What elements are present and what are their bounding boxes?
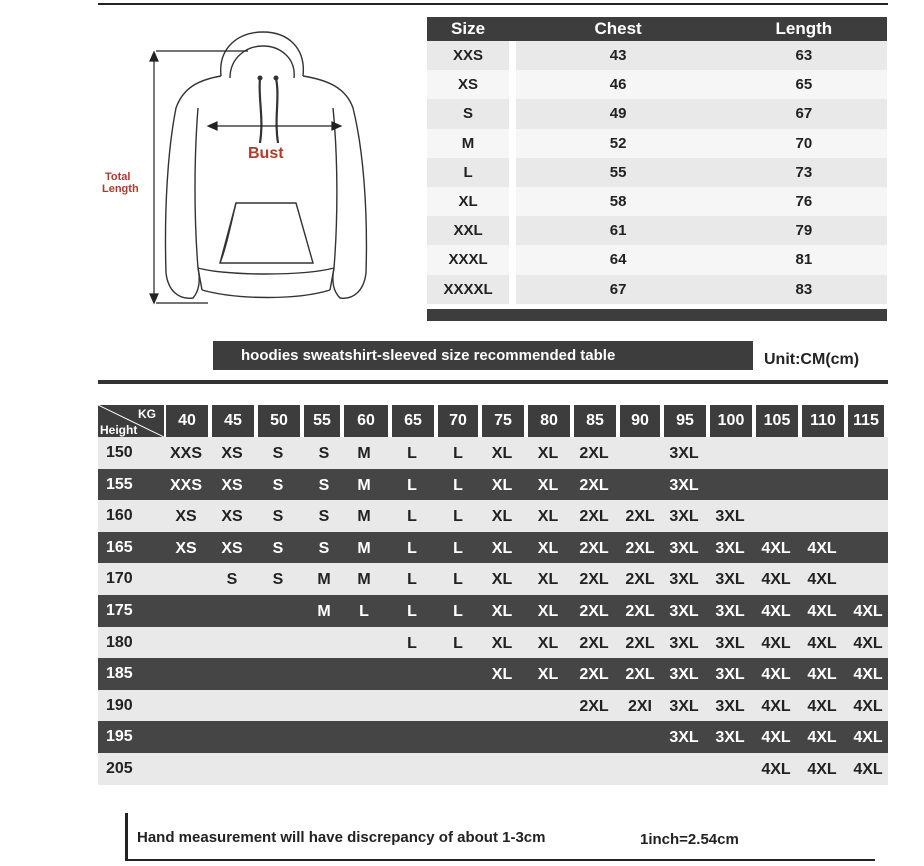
height-row — [98, 627, 888, 659]
size-recommend-cell: 2XL — [579, 508, 609, 526]
size-recommend-cell: 3XL — [669, 666, 699, 684]
size-recommend-cell: 4XL — [853, 666, 883, 684]
weight-header-cell: 50 — [258, 405, 300, 437]
note-bottom-rule — [125, 859, 875, 861]
size-recommend-cell: XL — [537, 634, 559, 652]
size-recommend-cell: XL — [491, 666, 513, 684]
size-chart-row — [427, 245, 887, 274]
height-row — [98, 595, 888, 627]
size-recommend-cell: 4XL — [761, 539, 791, 557]
height-cell: 165 — [106, 538, 133, 556]
weight-header-cell: 70 — [438, 405, 478, 437]
size-recommend-cell: S — [226, 571, 238, 589]
size-recommend-cell: 3XL — [669, 729, 699, 747]
size-recommend-cell: 2XL — [625, 666, 655, 684]
height-cell: 205 — [106, 759, 133, 777]
height-row — [98, 437, 888, 469]
height-cell: 150 — [106, 444, 133, 461]
size-recommend-cell: L — [453, 571, 463, 589]
size-recommend-cell: 4XL — [853, 602, 883, 620]
size-recommend-cell: 2XL — [625, 539, 655, 557]
size-recommend-cell: S — [318, 476, 330, 494]
size-recommend-cell: 4XL — [807, 571, 837, 589]
size-recommend-cell: L — [407, 571, 417, 589]
size-recommend-cell: 4XL — [853, 760, 883, 778]
height-cell: 175 — [106, 601, 133, 619]
size-recommend-cell: L — [453, 476, 463, 494]
length-cell: 65 — [721, 70, 887, 99]
size-recommend-cell: L — [407, 508, 417, 526]
size-recommend-cell: XL — [491, 602, 513, 620]
size-recommend-cell: XL — [537, 476, 559, 494]
size-recommend-cell: 4XL — [761, 760, 791, 778]
size-cell: L — [427, 158, 509, 187]
size-cell: XS — [427, 70, 509, 99]
size-chart-row — [427, 275, 887, 304]
size-recommend-cell: L — [453, 602, 463, 620]
size-recommend-cell: S — [318, 539, 330, 557]
chest-cell: 67 — [516, 275, 721, 304]
weight-header-cell: 60 — [344, 405, 388, 437]
size-recommend-cell: 3XL — [715, 539, 745, 557]
weight-header-cell: 80 — [528, 405, 570, 437]
size-recommend-cell: 3XL — [715, 697, 745, 715]
height-row — [98, 469, 888, 501]
height-cell: 185 — [106, 665, 133, 683]
size-recommend-cell: 3XL — [715, 729, 745, 747]
size-recommend-cell: 4XL — [853, 634, 883, 652]
size-chart-row — [427, 216, 887, 245]
size-chart-row — [427, 99, 887, 128]
size-cell: M — [427, 129, 509, 158]
chest-cell: 64 — [516, 245, 721, 274]
size-recommend-cell: 3XL — [669, 539, 699, 557]
size-chart-row — [427, 41, 887, 70]
height-row — [98, 721, 888, 753]
discrepancy-note: Hand measurement will have discrepancy of about 1-3cm — [137, 829, 546, 846]
chest-cell: 46 — [516, 70, 721, 99]
size-recommend-cell: 4XL — [807, 539, 837, 557]
chest-cell: 55 — [516, 158, 721, 187]
unit-label: Unit:CM(cm) — [764, 351, 860, 368]
size-recommend-cell: L — [453, 634, 463, 652]
size-recommend-cell: 2XL — [625, 571, 655, 589]
size-recommend-cell: L — [407, 476, 417, 494]
weight-header-cell: 115 — [848, 405, 884, 437]
weight-header-cell: 110 — [802, 405, 844, 437]
header-size: Size — [427, 17, 509, 41]
size-recommend-cell: M — [317, 602, 331, 620]
top-rule — [98, 3, 888, 5]
size-recommend-cell: 4XL — [761, 729, 791, 747]
length-cell: 73 — [721, 158, 887, 187]
bust-label: Bust — [248, 145, 284, 162]
size-recommend-cell: 2XL — [579, 476, 609, 494]
recommend-table-banner: hoodies sweatshirt-sleeved size recommended table — [213, 341, 753, 370]
chest-cell: 43 — [516, 41, 721, 70]
size-recommend-cell: 2XI — [627, 697, 652, 715]
chest-cell: 52 — [516, 129, 721, 158]
weight-header-row — [98, 405, 888, 437]
corner-weight-label: KG — [138, 407, 156, 421]
height-row — [98, 500, 888, 532]
size-recommend-cell: 3XL — [715, 508, 745, 526]
size-recommend-cell: 4XL — [807, 634, 837, 652]
size-recommend-cell: 2XL — [579, 445, 609, 462]
size-recommend-cell: 2XL — [625, 508, 655, 526]
size-recommend-cell: XXS — [169, 445, 202, 462]
chest-cell: 49 — [516, 99, 721, 128]
size-recommend-cell: L — [407, 602, 417, 620]
size-recommend-cell: 4XL — [807, 666, 837, 684]
size-recommend-cell: XL — [537, 666, 559, 684]
size-recommend-cell: S — [318, 445, 330, 462]
size-recommend-cell: L — [453, 539, 463, 557]
note-left-rule — [125, 813, 128, 861]
size-recommend-cell: 3XL — [669, 571, 699, 589]
chest-cell: 58 — [516, 187, 721, 216]
size-recommend-cell: S — [272, 445, 284, 462]
height-cell: 190 — [106, 696, 133, 714]
size-recommend-cell: 4XL — [761, 666, 791, 684]
height-cell: 155 — [106, 475, 133, 493]
weight-header-cell: 65 — [392, 405, 434, 437]
weight-header-cell: 55 — [304, 405, 340, 437]
size-recommend-cell: 2XL — [625, 634, 655, 652]
size-recommend-cell: XL — [491, 634, 513, 652]
size-recommend-cell: XS — [221, 476, 243, 494]
height-cell: 180 — [106, 633, 133, 651]
length-cell: 79 — [721, 216, 887, 245]
height-cell: 160 — [106, 507, 133, 525]
size-recommend-cell: 4XL — [761, 571, 791, 589]
weight-header-cell: 100 — [710, 405, 752, 437]
size-cell: XXXXL — [427, 275, 509, 304]
length-cell: 83 — [721, 275, 887, 304]
corner-height-label: Height — [100, 423, 138, 437]
size-recommend-cell: XS — [221, 445, 243, 462]
size-recommend-cell: 4XL — [807, 760, 837, 778]
size-chart-row — [427, 129, 887, 158]
height-row — [98, 658, 888, 690]
size-recommend-cell: XS — [221, 539, 243, 557]
size-recommend-cell: XS — [175, 508, 197, 526]
weight-header-cell: 95 — [664, 405, 706, 437]
corner-cell — [98, 405, 164, 437]
weight-header-cell: 90 — [620, 405, 660, 437]
size-recommend-cell: L — [407, 539, 417, 557]
size-recommend-cell: S — [272, 571, 284, 589]
size-recommend-cell: M — [317, 571, 331, 589]
size-recommend-cell: L — [453, 445, 463, 462]
length-cell: 76 — [721, 187, 887, 216]
size-recommend-cell: L — [407, 445, 417, 462]
size-recommend-cell: XL — [491, 571, 513, 589]
length-cell: 67 — [721, 99, 887, 128]
size-recommend-cell: S — [318, 508, 330, 526]
size-recommend-cell: L — [453, 508, 463, 526]
size-recommend-cell: 2XL — [579, 602, 609, 620]
hoodie-diagram — [98, 28, 408, 318]
size-recommend-cell: L — [407, 634, 417, 652]
size-recommend-cell: XL — [537, 602, 559, 620]
size-recommend-cell: 2XL — [579, 697, 609, 715]
size-chart-table — [427, 17, 887, 304]
size-recommend-cell: 4XL — [853, 729, 883, 747]
header-chest: Chest — [516, 17, 721, 41]
height-row — [98, 753, 888, 785]
total-length-label-top: Total — [105, 171, 131, 183]
height-row — [98, 532, 888, 564]
size-recommend-cell: L — [359, 602, 369, 620]
length-cell: 63 — [721, 41, 887, 70]
size-chart-footer-bar — [427, 309, 887, 321]
size-recommend-cell: 2XL — [625, 602, 655, 620]
size-recommend-cell: 4XL — [807, 729, 837, 747]
height-row — [98, 690, 888, 722]
size-recommend-cell: XS — [221, 508, 243, 526]
size-recommend-cell: XXS — [169, 476, 202, 494]
length-cell: 70 — [721, 129, 887, 158]
size-recommend-cell: XS — [175, 539, 197, 557]
size-cell: XXS — [427, 41, 509, 70]
section-divider — [98, 380, 888, 384]
size-cell: S — [427, 99, 509, 128]
height-cell: 195 — [106, 728, 133, 746]
size-recommend-cell: XL — [491, 445, 513, 462]
size-recommend-cell: 3XL — [669, 445, 699, 462]
size-recommend-grid — [98, 405, 888, 785]
size-recommend-cell: S — [272, 476, 284, 494]
size-recommend-cell: 4XL — [807, 697, 837, 715]
size-recommend-cell: 4XL — [761, 602, 791, 620]
weight-header-cell: 75 — [482, 405, 524, 437]
size-recommend-cell: 3XL — [715, 571, 745, 589]
size-recommend-cell: M — [357, 571, 371, 589]
size-chart-row — [427, 70, 887, 99]
size-recommend-cell: XL — [537, 571, 559, 589]
header-length: Length — [721, 17, 887, 41]
inch-conversion: 1inch=2.54cm — [640, 831, 739, 848]
size-chart-row — [427, 158, 887, 187]
weight-header-cell: 85 — [574, 405, 616, 437]
size-recommend-cell: 4XL — [853, 697, 883, 715]
size-cell: XL — [427, 187, 509, 216]
size-recommend-cell: 3XL — [715, 634, 745, 652]
size-recommend-cell: M — [357, 445, 371, 462]
size-recommend-cell: 3XL — [669, 602, 699, 620]
size-recommend-cell: 3XL — [715, 602, 745, 620]
size-recommend-cell: 2XL — [579, 539, 609, 557]
size-recommend-cell: XL — [537, 445, 559, 462]
size-recommend-cell: M — [357, 539, 371, 557]
size-recommend-cell: XL — [491, 508, 513, 526]
size-recommend-cell: 3XL — [669, 476, 699, 494]
size-recommend-cell: XL — [491, 476, 513, 494]
size-recommend-cell: 3XL — [669, 697, 699, 715]
size-chart-row — [427, 187, 887, 216]
weight-header-cell: 40 — [166, 405, 208, 437]
size-recommend-cell: XL — [491, 539, 513, 557]
length-cell: 81 — [721, 245, 887, 274]
size-recommend-cell: 4XL — [761, 634, 791, 652]
size-cell: XXL — [427, 216, 509, 245]
size-recommend-cell: 4XL — [807, 602, 837, 620]
weight-header-cell: 105 — [756, 405, 798, 437]
size-recommend-cell: 2XL — [579, 634, 609, 652]
size-recommend-cell: 3XL — [715, 666, 745, 684]
height-row — [98, 563, 888, 595]
size-recommend-cell: 2XL — [579, 571, 609, 589]
weight-header-cell: 45 — [212, 405, 254, 437]
size-recommend-cell: XL — [537, 539, 559, 557]
size-recommend-cell: 2XL — [579, 666, 609, 684]
total-length-label-bottom: Length — [102, 183, 139, 195]
size-recommend-cell: S — [272, 539, 284, 557]
size-recommend-cell: M — [357, 508, 371, 526]
size-recommend-cell: 3XL — [669, 634, 699, 652]
size-recommend-cell: M — [357, 476, 371, 494]
size-chart-header — [427, 17, 887, 41]
size-recommend-cell: XL — [537, 508, 559, 526]
height-cell: 170 — [106, 570, 133, 588]
size-cell: XXXL — [427, 245, 509, 274]
chest-cell: 61 — [516, 216, 721, 245]
size-recommend-cell: 3XL — [669, 508, 699, 526]
size-recommend-cell: 4XL — [761, 697, 791, 715]
size-recommend-cell: S — [272, 508, 284, 526]
measurement-note — [125, 813, 875, 861]
